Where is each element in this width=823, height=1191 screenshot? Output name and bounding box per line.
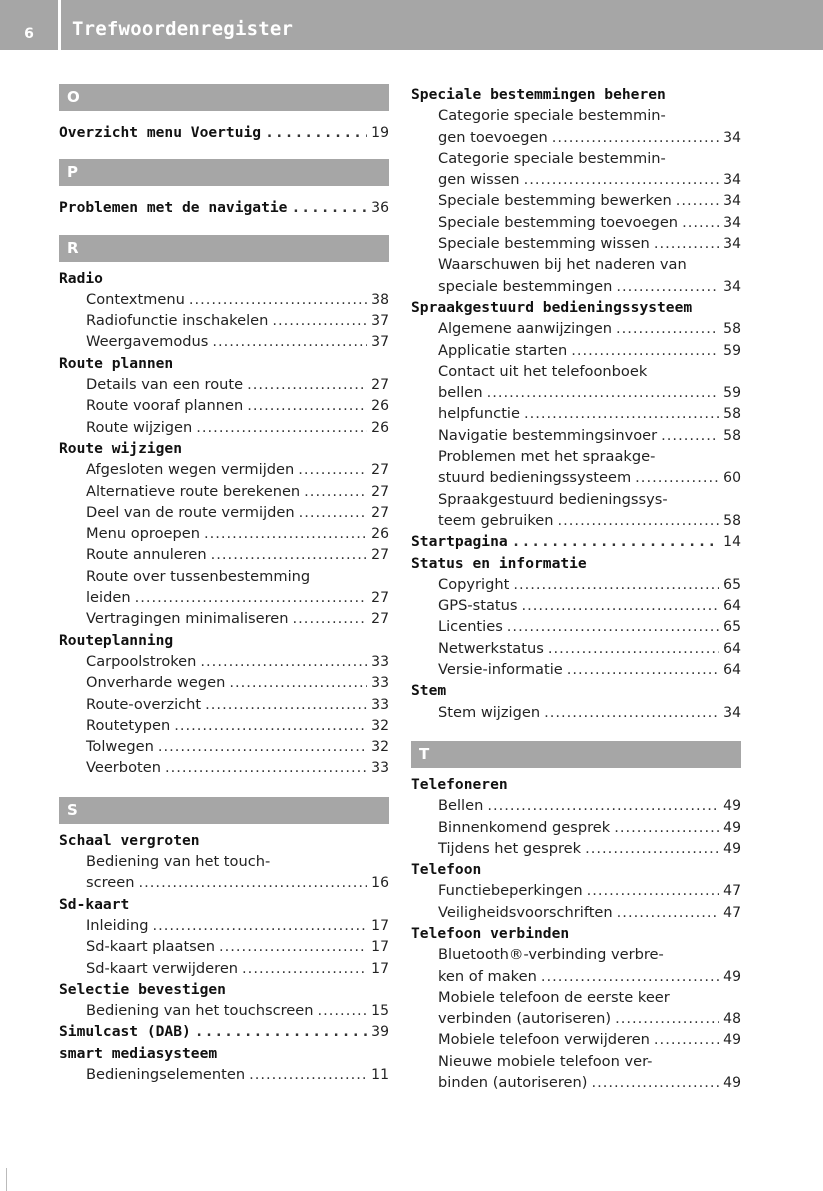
index-entry: Startpagina ..... 14 bbox=[411, 531, 741, 552]
index-entry: Overzicht menu Voertuig ..... 19 bbox=[59, 122, 389, 143]
index-heading: Telefoneren bbox=[411, 775, 508, 793]
index-subentry: Bediening van het touchscreen ..... 15 bbox=[59, 1000, 389, 1021]
index-subentry: Afgesloten wegen vermijden ..... 27 bbox=[59, 459, 389, 480]
page-header bbox=[0, 0, 823, 50]
index-subentry: Waarschuwen bij het naderen van bbox=[438, 256, 687, 274]
index-subentry: gen wissen ..... 34 bbox=[411, 169, 741, 190]
index-heading: Radio bbox=[59, 269, 103, 287]
index-subentry: Functiebeperkingen ..... 47 bbox=[411, 880, 741, 901]
index-subentry: Onverharde wegen ..... 33 bbox=[59, 672, 389, 693]
index-heading: Selectie bevestigen bbox=[59, 980, 226, 998]
index-subentry: Bellen ..... 49 bbox=[411, 795, 741, 816]
header-divider bbox=[58, 0, 61, 50]
index-entry: Simulcast (DAB) ..... 39 bbox=[59, 1021, 389, 1042]
index-subentry: Navigatie bestemmingsinvoer ..... 58 bbox=[411, 425, 741, 446]
index-heading: Schaal vergroten bbox=[59, 831, 200, 849]
index-subentry: Stem wijzigen ..... 34 bbox=[411, 702, 741, 723]
index-subentry: Categorie speciale bestemmin- bbox=[438, 107, 666, 125]
index-heading: Routeplanning bbox=[59, 631, 174, 649]
index-subentry: Route annuleren ..... 27 bbox=[59, 544, 389, 565]
page-title: Trefwoordenregister bbox=[72, 18, 294, 40]
index-subentry: Tolwegen ..... 32 bbox=[59, 736, 389, 757]
index-heading: Status en informatie bbox=[411, 554, 587, 572]
index-subentry: Bedieningselementen ..... 11 bbox=[59, 1064, 389, 1085]
index-subentry: Routetypen ..... 32 bbox=[59, 715, 389, 736]
index-subentry: Details van een route ..... 27 bbox=[59, 374, 389, 395]
index-subentry: Contact uit het telefoonboek bbox=[438, 362, 648, 380]
index-subentry: Algemene aanwijzingen ..... 58 bbox=[411, 318, 741, 339]
index-subentry: Bediening van het touch- bbox=[86, 853, 271, 871]
index-subentry: teem gebruiken ..... 58 bbox=[411, 510, 741, 531]
letter-heading-o: O bbox=[59, 84, 389, 111]
index-subentry: Carpoolstroken ..... 33 bbox=[59, 651, 389, 672]
index-subentry: verbinden (autoriseren) ..... 48 bbox=[411, 1008, 741, 1029]
index-heading: Speciale bestemmingen beheren bbox=[411, 86, 666, 103]
letter-heading-p: P bbox=[59, 159, 389, 186]
index-subentry: Route wijzigen ..... 26 bbox=[59, 417, 389, 438]
index-subentry: Route over tussenbestemming bbox=[86, 567, 311, 585]
index-heading: Route plannen bbox=[59, 354, 174, 372]
index-heading: Stem bbox=[411, 682, 447, 700]
index-subentry: helpfunctie ..... 58 bbox=[411, 403, 741, 424]
index-subentry: Veerboten ..... 33 bbox=[59, 757, 389, 778]
index-subentry: Weergavemodus ..... 37 bbox=[59, 331, 389, 352]
index-subentry: Spraakgestuurd bedieningssys- bbox=[438, 490, 668, 508]
index-subentry: Tijdens het gesprek ..... 49 bbox=[411, 838, 741, 859]
index-subentry: Contextmenu ..... 38 bbox=[59, 289, 389, 310]
index-subentry: Veiligheidsvoorschriften ..... 47 bbox=[411, 902, 741, 923]
index-subentry: Mobiele telefoon verwijderen ..... 49 bbox=[411, 1029, 741, 1050]
index-subentry: binden (autoriseren) ..... 49 bbox=[411, 1072, 741, 1093]
index-subentry: Route vooraf plannen ..... 26 bbox=[59, 395, 389, 416]
index-subentry: Bluetooth®-verbinding verbre- bbox=[438, 946, 664, 964]
index-heading: Telefoon bbox=[411, 861, 482, 879]
index-subentry: Sd-kaart plaatsen ..... 17 bbox=[59, 936, 389, 957]
index-subentry: Versie-informatie ..... 64 bbox=[411, 659, 741, 680]
index-subentry: Speciale bestemming bewerken ..... 34 bbox=[411, 190, 741, 211]
letter-heading-r: R bbox=[59, 235, 389, 262]
index-subentry: Netwerkstatus ..... 64 bbox=[411, 638, 741, 659]
index-heading: smart mediasysteem bbox=[59, 1044, 218, 1062]
index-subentry: Binnenkomend gesprek ..... 49 bbox=[411, 817, 741, 838]
index-subentry: Licenties ..... 65 bbox=[411, 616, 741, 637]
index-heading: Route wijzigen bbox=[59, 439, 183, 457]
index-subentry: bellen ..... 59 bbox=[411, 382, 741, 403]
index-subentry: Route-overzicht ..... 33 bbox=[59, 694, 389, 715]
index-column-left bbox=[59, 84, 389, 1085]
letter-heading-t: T bbox=[411, 741, 741, 768]
index-subentry: Copyright ..... 65 bbox=[411, 574, 741, 595]
index-column-right bbox=[411, 84, 741, 1093]
index-subentry: Mobiele telefoon de eerste keer bbox=[438, 988, 670, 1006]
index-subentry: Problemen met het spraakge- bbox=[438, 448, 656, 466]
index-subentry: Sd-kaart verwijderen ..... 17 bbox=[59, 958, 389, 979]
index-subentry: Alternatieve route berekenen ..... 27 bbox=[59, 481, 389, 502]
index-heading: Spraakgestuurd bedieningssysteem bbox=[411, 298, 693, 316]
letter-heading-s: S bbox=[59, 797, 389, 824]
index-subentry: ken of maken ..... 49 bbox=[411, 966, 741, 987]
index-subentry: Menu oproepen ..... 26 bbox=[59, 523, 389, 544]
index-subentry: Speciale bestemming wissen ..... 34 bbox=[411, 233, 741, 254]
index-heading: Telefoon verbinden bbox=[411, 924, 570, 942]
index-subentry: Inleiding ..... 17 bbox=[59, 915, 389, 936]
index-subentry: Nieuwe mobiele telefoon ver- bbox=[438, 1052, 653, 1070]
index-subentry: screen ..... 16 bbox=[59, 872, 389, 893]
index-subentry: Deel van de route vermijden ..... 27 bbox=[59, 502, 389, 523]
index-subentry: GPS-status ..... 64 bbox=[411, 595, 741, 616]
index-subentry: Speciale bestemming toevoegen ..... 34 bbox=[411, 212, 741, 233]
crop-mark bbox=[6, 1168, 7, 1191]
index-subentry: Radiofunctie inschakelen ..... 37 bbox=[59, 310, 389, 331]
index-subentry: Applicatie starten ..... 59 bbox=[411, 340, 741, 361]
index-subentry: leiden ..... 27 bbox=[59, 587, 389, 608]
index-subentry: gen toevoegen ..... 34 bbox=[411, 127, 741, 148]
index-heading: Sd-kaart bbox=[59, 895, 130, 913]
index-subentry: Vertragingen minimaliseren ..... 27 bbox=[59, 608, 389, 629]
index-subentry: speciale bestemmingen ..... 34 bbox=[411, 276, 741, 297]
page-number: 6 bbox=[24, 26, 34, 42]
index-subentry: Categorie speciale bestemmin- bbox=[438, 149, 666, 167]
index-subentry: stuurd bedieningssysteem ..... 60 bbox=[411, 467, 741, 488]
index-entry: Problemen met de navigatie ..... 36 bbox=[59, 197, 389, 218]
